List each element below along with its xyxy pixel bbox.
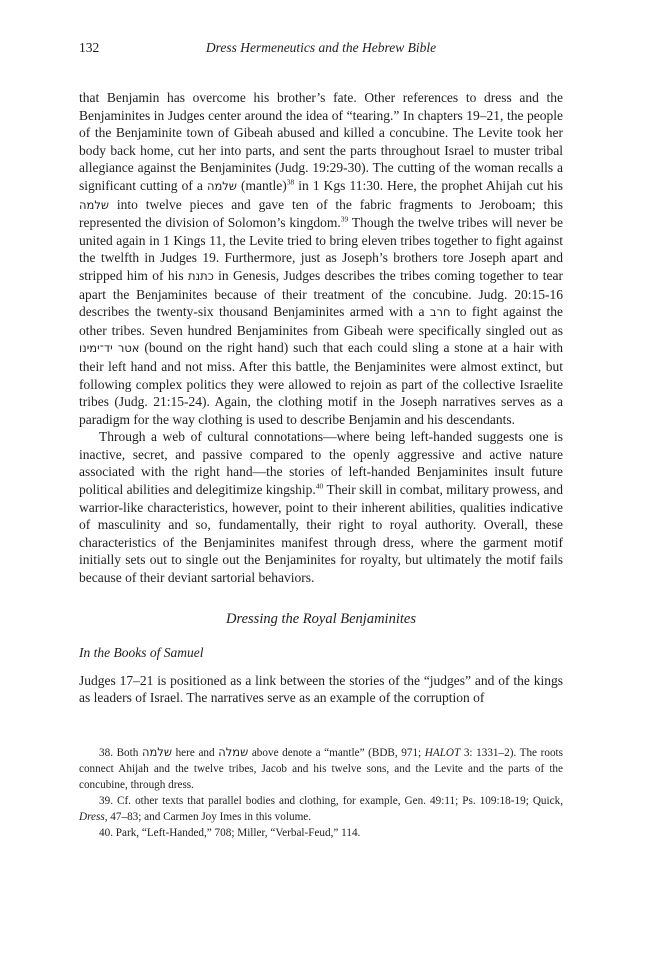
hebrew-term-ketonet: כתנת xyxy=(187,268,214,283)
page-number: 132 xyxy=(79,40,100,55)
halot-abbreviation: HALOT xyxy=(424,747,461,759)
paragraph-2: Through a web of cultural connotations—where being left-handed suggests one is inactive, secret, and passive compared to the openly aggressive and active nature associated with the right hand—the stories of left-handed Benjaminites insult future political abilities and delegitimize kingship.$^{40}$ Their skill in combat, military prowess, and warrior-like characteristics, however, point to their inherent abilities, qualities indicative of masculinity and so, fundamentally, their right to royal authority. Overall, these characteristics of the Benjaminites manifest through dress, where the garment motif initially sets out to single out the Benjaminites for royalty, but ultimately the motif fails because of their deviant sartorial behaviors. xyxy=(79,429,563,586)
footnote-39: 39. Cf. other texts that parallel bodies and clothing, for example, Gen. 49:11; Ps. 109:18-19; Quick, Dress, 47–83; and Carmen Joy Imes in this volume. xyxy=(79,795,563,823)
running-head xyxy=(79,40,563,62)
book-page xyxy=(79,40,563,841)
dress-title: Dress xyxy=(79,811,105,823)
footnotes xyxy=(79,744,563,841)
paragraph-1: that Benjamin has overcome his brother’s fate. Other references to dress and the Benjaminites in Judges center around the idea of “tearing.” In chapters 19–21, the people of the Benjaminite town of Gibeah abused and killed a concubine. The Levite took her body back home, cut her into parts, and sent the parts throughout Israel to muster tribal allegiance against the Benjaminites (Judg. 19:29-30). The cutting of the woman recalls a significant cutting of a שלמה (mantle)$^{38}$ in 1 Kgs 11:30. Here, the prophet Ahijah cut his שלמה into twelve pieces and gave ten of the fabric fragments to Jeroboam; this represented the division of Solomon’s kingdom.$^{39}$ Though the twelve tribes will never be united again in 1 Kings 11, the Levite tried to bring eleven tribes together to fight against the twelfth in Judges 19. Furthermore, just as Joseph’s brothers tore Joseph apart and stripped him of his כתנת in Genesis, Judges describes the tribes coming together to tear apart the Benjaminites because of their treatment of the concubine. Judg. 20:15-16 describes the twenty-six thousand Benjaminites armed with a חרב to fight against the other tribes. Seven hundred Benjaminites from Gibeah were specifically singled out as אטר יד־ימינו (bound on the right hand) such that each could sling a stone at a hair with their left hand and not miss. After this battle, the Benjaminites were almost extinct, but following complex politics they were allowed to rejoin as part of the collective Israelite tribes (Judg. 21:15-24). Again, the clothing motif in the Joseph narratives serves as a paradigm for the way clothing is used to describe Benjamin and his descendants. xyxy=(79,90,564,427)
hebrew-term-iter-yad: אטר יד־ימינו xyxy=(79,341,140,356)
footnote-ref-40[interactable]: 40 xyxy=(315,481,324,491)
footnote-40: 40. Park, “Left-Handed,” 708; Miller, “Verbal-Feud,” 114. xyxy=(99,827,361,839)
subsection-heading: In the Books of Samuel xyxy=(79,645,204,661)
hebrew-term-simlah: שמלה xyxy=(218,745,249,759)
footnote-38: 38. Both שלמה here and שמלה above denote a “mantle” (BDB, 971; HALOT 3: 1331–2). The roots connect Ahijah and the twelve tribes, Jacob and his twelve sons, and the Levite and the parts of the concubine, through dress. xyxy=(79,745,564,791)
footnote-ref-38[interactable]: 38 xyxy=(286,177,295,187)
hebrew-term-salmah: שלמה xyxy=(141,745,172,759)
hebrew-term-salmah: שלמה xyxy=(206,178,237,193)
hebrew-term-salmah: שלמה xyxy=(79,197,110,212)
paragraph-3: Judges 17–21 is positioned as a link between the stories of the “judges” and of the kings as leaders of Israel. The narratives serve as an example of the corruption of xyxy=(79,672,563,706)
section-heading: Dressing the Royal Benjaminites xyxy=(226,610,416,627)
body-text xyxy=(79,89,563,707)
footnote-ref-39[interactable]: 39 xyxy=(340,214,349,224)
running-title: Dress Hermeneutics and the Hebrew Bible xyxy=(205,40,437,55)
hebrew-term-herev: חרב xyxy=(429,305,451,320)
